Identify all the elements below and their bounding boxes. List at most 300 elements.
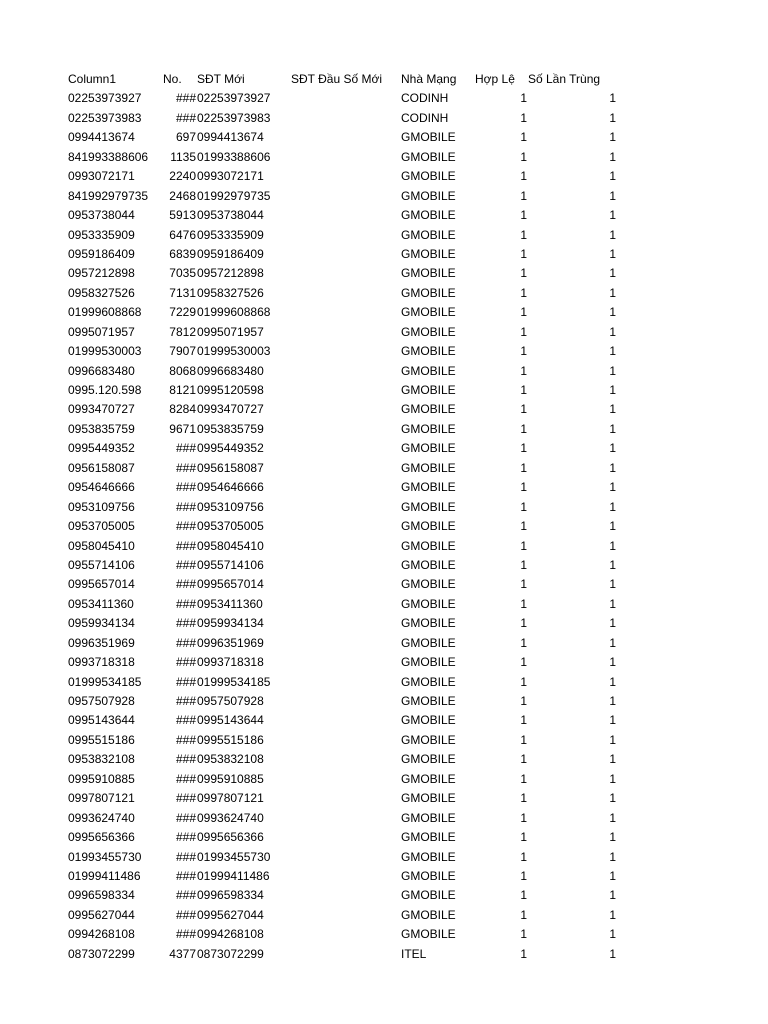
- cell-sdt-dau-so-moi[interactable]: [291, 750, 399, 769]
- cell-no[interactable]: ###: [175, 674, 196, 689]
- cell-nha-mang[interactable]: ITEL: [401, 946, 427, 961]
- cell-hop-le[interactable]: 1: [520, 480, 527, 495]
- cell-sdt-dau-so-moi[interactable]: [291, 595, 399, 614]
- cell-no[interactable]: ###: [175, 519, 196, 534]
- cell-sdt-moi[interactable]: 0993470727: [197, 402, 264, 417]
- cell-so-lan-trung[interactable]: 1: [609, 771, 616, 786]
- cell-sdt-dau-so-moi[interactable]: [291, 420, 399, 439]
- cell-hop-le[interactable]: 1: [520, 713, 527, 728]
- cell-nha-mang[interactable]: GMOBILE: [401, 732, 456, 747]
- cell-no[interactable]: 8121: [169, 383, 196, 397]
- cell-nha-mang[interactable]: GMOBILE: [401, 324, 456, 339]
- cell-so-lan-trung[interactable]: 1: [609, 810, 616, 825]
- cell-sdt-dau-so-moi[interactable]: [291, 128, 399, 147]
- cell-column1[interactable]: 0953738044: [68, 208, 135, 223]
- cell-column1[interactable]: 0959934134: [68, 616, 135, 631]
- cell-column1[interactable]: 841992979735: [68, 188, 149, 203]
- cell-column1[interactable]: 0953109756: [68, 499, 135, 514]
- cell-column1[interactable]: 0995657014: [68, 577, 135, 592]
- cell-sdt-moi[interactable]: 0953832108: [197, 752, 264, 767]
- cell-hop-le[interactable]: 1: [520, 868, 527, 883]
- cell-hop-le[interactable]: 1: [520, 655, 527, 670]
- cell-sdt-moi[interactable]: 0995143644: [197, 713, 264, 728]
- cell-hop-le[interactable]: 1: [520, 460, 527, 475]
- cell-sdt-moi[interactable]: 0953109756: [197, 499, 264, 514]
- cell-sdt-dau-so-moi[interactable]: [291, 478, 399, 497]
- cell-sdt-moi[interactable]: 02253973927: [197, 91, 271, 106]
- cell-nha-mang[interactable]: GMOBILE: [401, 402, 456, 417]
- cell-so-lan-trung[interactable]: 1: [609, 130, 616, 145]
- cell-sdt-moi[interactable]: 0873072299: [197, 946, 264, 961]
- header-hop-le[interactable]: Hợp Lệ: [475, 72, 515, 86]
- cell-sdt-moi[interactable]: 0955714106: [197, 557, 264, 572]
- cell-hop-le[interactable]: 1: [520, 188, 527, 203]
- cell-column1[interactable]: 01999534185: [68, 674, 142, 689]
- cell-column1[interactable]: 01993455730: [68, 849, 142, 864]
- cell-so-lan-trung[interactable]: 1: [609, 169, 616, 184]
- cell-so-lan-trung[interactable]: 1: [609, 927, 616, 942]
- cell-no[interactable]: 6839: [169, 246, 196, 261]
- cell-nha-mang[interactable]: GMOBILE: [401, 907, 456, 922]
- cell-no[interactable]: 7812: [169, 324, 196, 339]
- header-column1[interactable]: Column1: [68, 72, 117, 86]
- cell-so-lan-trung[interactable]: 1: [609, 227, 616, 242]
- cell-hop-le[interactable]: 1: [520, 91, 527, 106]
- cell-nha-mang[interactable]: GMOBILE: [401, 246, 456, 261]
- cell-no[interactable]: ###: [175, 907, 196, 922]
- cell-sdt-moi[interactable]: 0995657014: [197, 577, 264, 592]
- cell-hop-le[interactable]: 1: [520, 441, 527, 456]
- cell-sdt-moi[interactable]: 01999608868: [197, 305, 271, 320]
- cell-no[interactable]: ###: [175, 868, 196, 883]
- cell-hop-le[interactable]: 1: [520, 596, 527, 611]
- cell-so-lan-trung[interactable]: 1: [609, 285, 616, 300]
- cell-column1[interactable]: 0995515186: [68, 732, 135, 747]
- cell-nha-mang[interactable]: GMOBILE: [401, 557, 456, 572]
- cell-nha-mang[interactable]: GMOBILE: [401, 499, 456, 514]
- cell-so-lan-trung[interactable]: 1: [609, 499, 616, 514]
- cell-no[interactable]: ###: [175, 635, 196, 650]
- cell-no[interactable]: ###: [175, 810, 196, 825]
- cell-nha-mang[interactable]: GMOBILE: [401, 188, 456, 203]
- cell-nha-mang[interactable]: GMOBILE: [401, 752, 456, 767]
- cell-sdt-moi[interactable]: 01992979735: [197, 188, 271, 203]
- cell-sdt-moi[interactable]: 01999411486: [197, 868, 270, 883]
- cell-nha-mang[interactable]: GMOBILE: [401, 538, 456, 553]
- cell-column1[interactable]: 0956158087: [68, 460, 135, 475]
- cell-column1[interactable]: 0995.120.598: [68, 383, 142, 397]
- cell-hop-le[interactable]: 1: [520, 694, 527, 708]
- cell-so-lan-trung[interactable]: 1: [609, 266, 616, 281]
- cell-column1[interactable]: 0957507928: [68, 694, 135, 708]
- cell-sdt-moi[interactable]: 01999534185: [197, 674, 271, 689]
- cell-hop-le[interactable]: 1: [520, 227, 527, 242]
- cell-sdt-dau-so-moi[interactable]: [291, 614, 399, 633]
- cell-so-lan-trung[interactable]: 1: [609, 752, 616, 767]
- cell-sdt-dau-so-moi[interactable]: [291, 575, 399, 594]
- cell-no[interactable]: ###: [175, 694, 196, 708]
- cell-so-lan-trung[interactable]: 1: [609, 849, 616, 864]
- cell-hop-le[interactable]: 1: [520, 149, 527, 164]
- cell-sdt-moi[interactable]: 0954646666: [197, 480, 264, 495]
- cell-column1[interactable]: 841993388606: [68, 149, 149, 164]
- cell-hop-le[interactable]: 1: [520, 363, 527, 378]
- cell-hop-le[interactable]: 1: [520, 421, 527, 436]
- cell-nha-mang[interactable]: GMOBILE: [401, 519, 456, 534]
- cell-column1[interactable]: 0996351969: [68, 635, 135, 650]
- cell-no[interactable]: ###: [175, 460, 196, 475]
- cell-hop-le[interactable]: 1: [520, 305, 527, 320]
- cell-sdt-dau-so-moi[interactable]: [291, 264, 399, 283]
- cell-no[interactable]: ###: [175, 732, 196, 747]
- cell-no[interactable]: 9671: [169, 421, 196, 436]
- cell-column1[interactable]: 0957212898: [68, 266, 135, 281]
- cell-column1[interactable]: 0953832108: [68, 752, 135, 767]
- cell-nha-mang[interactable]: GMOBILE: [401, 577, 456, 592]
- cell-no[interactable]: ###: [175, 927, 196, 942]
- cell-sdt-dau-so-moi[interactable]: [291, 789, 399, 808]
- cell-so-lan-trung[interactable]: 1: [609, 460, 616, 475]
- cell-sdt-moi[interactable]: 0993718318: [197, 655, 264, 670]
- cell-hop-le[interactable]: 1: [520, 752, 527, 767]
- cell-sdt-dau-so-moi[interactable]: [291, 459, 399, 478]
- cell-nha-mang[interactable]: GMOBILE: [401, 849, 456, 864]
- cell-so-lan-trung[interactable]: 1: [609, 830, 616, 845]
- cell-sdt-moi[interactable]: 01999530003: [197, 344, 271, 359]
- cell-no[interactable]: 7035: [169, 266, 196, 281]
- cell-column1[interactable]: 02253973983: [68, 110, 142, 125]
- cell-column1[interactable]: 0953335909: [68, 227, 135, 242]
- cell-nha-mang[interactable]: GMOBILE: [401, 344, 456, 359]
- cell-column1[interactable]: 01999411486: [68, 868, 141, 883]
- cell-hop-le[interactable]: 1: [520, 771, 527, 786]
- cell-nha-mang[interactable]: GMOBILE: [401, 791, 456, 806]
- cell-sdt-moi[interactable]: 0994268108: [197, 927, 264, 942]
- cell-no[interactable]: ###: [175, 577, 196, 592]
- cell-hop-le[interactable]: 1: [520, 208, 527, 223]
- cell-no[interactable]: 4377: [169, 946, 196, 961]
- cell-column1[interactable]: 0873072299: [68, 946, 135, 961]
- cell-so-lan-trung[interactable]: 1: [609, 635, 616, 650]
- cell-column1[interactable]: 0996598334: [68, 888, 135, 903]
- cell-sdt-dau-so-moi[interactable]: [291, 711, 399, 730]
- cell-sdt-dau-so-moi[interactable]: [291, 653, 399, 672]
- cell-column1[interactable]: 0993718318: [68, 655, 135, 670]
- cell-so-lan-trung[interactable]: 1: [609, 888, 616, 903]
- cell-nha-mang[interactable]: GMOBILE: [401, 927, 456, 942]
- cell-nha-mang[interactable]: GMOBILE: [401, 421, 456, 436]
- cell-no[interactable]: 8284: [169, 402, 196, 417]
- cell-sdt-dau-so-moi[interactable]: [291, 731, 399, 750]
- cell-sdt-moi[interactable]: 0995120598: [197, 383, 264, 397]
- cell-no[interactable]: ###: [175, 888, 196, 903]
- cell-column1[interactable]: 0995071957: [68, 324, 135, 339]
- cell-sdt-moi[interactable]: 0993624740: [197, 810, 264, 825]
- cell-hop-le[interactable]: 1: [520, 830, 527, 845]
- cell-hop-le[interactable]: 1: [520, 130, 527, 145]
- cell-so-lan-trung[interactable]: 1: [609, 557, 616, 572]
- cell-column1[interactable]: 0997807121: [68, 791, 135, 806]
- cell-sdt-moi[interactable]: 0956158087: [197, 460, 264, 475]
- cell-sdt-dau-so-moi[interactable]: [291, 303, 399, 322]
- header-sdt-moi[interactable]: SĐT Mới: [197, 72, 245, 86]
- cell-sdt-moi[interactable]: 0996683480: [197, 363, 264, 378]
- cell-sdt-moi[interactable]: 0995515186: [197, 732, 264, 747]
- cell-hop-le[interactable]: 1: [520, 732, 527, 747]
- cell-column1[interactable]: 0959186409: [68, 246, 135, 261]
- cell-so-lan-trung[interactable]: 1: [609, 655, 616, 670]
- cell-no[interactable]: 2468: [169, 188, 196, 203]
- cell-so-lan-trung[interactable]: 1: [609, 91, 616, 106]
- cell-column1[interactable]: 0996683480: [68, 363, 135, 378]
- cell-no[interactable]: ###: [175, 655, 196, 670]
- cell-nha-mang[interactable]: GMOBILE: [401, 383, 456, 397]
- cell-column1[interactable]: 0994413674: [68, 130, 135, 145]
- cell-so-lan-trung[interactable]: 1: [609, 383, 616, 397]
- cell-column1[interactable]: 0954646666: [68, 480, 135, 495]
- cell-hop-le[interactable]: 1: [520, 344, 527, 359]
- cell-sdt-moi[interactable]: 0993072171: [197, 169, 264, 184]
- cell-column1[interactable]: 0993624740: [68, 810, 135, 825]
- cell-hop-le[interactable]: 1: [520, 577, 527, 592]
- cell-sdt-moi[interactable]: 0959186409: [197, 246, 264, 261]
- cell-so-lan-trung[interactable]: 1: [609, 480, 616, 495]
- cell-sdt-moi[interactable]: 01993455730: [197, 849, 271, 864]
- cell-no[interactable]: 7131: [169, 285, 196, 300]
- cell-hop-le[interactable]: 1: [520, 169, 527, 184]
- cell-nha-mang[interactable]: GMOBILE: [401, 713, 456, 728]
- cell-hop-le[interactable]: 1: [520, 383, 527, 397]
- cell-sdt-dau-so-moi[interactable]: [291, 109, 399, 128]
- cell-sdt-dau-so-moi[interactable]: [291, 809, 399, 828]
- cell-no[interactable]: ###: [175, 849, 196, 864]
- cell-column1[interactable]: 0958045410: [68, 538, 135, 553]
- cell-hop-le[interactable]: 1: [520, 810, 527, 825]
- cell-sdt-dau-so-moi[interactable]: [291, 439, 399, 458]
- cell-hop-le[interactable]: 1: [520, 324, 527, 339]
- cell-sdt-moi[interactable]: 0995071957: [197, 324, 264, 339]
- header-no[interactable]: No.: [163, 72, 182, 86]
- cell-no[interactable]: 7229: [169, 305, 196, 320]
- cell-nha-mang[interactable]: GMOBILE: [401, 480, 456, 495]
- cell-so-lan-trung[interactable]: 1: [609, 694, 616, 708]
- cell-so-lan-trung[interactable]: 1: [609, 538, 616, 553]
- cell-no[interactable]: ###: [175, 752, 196, 767]
- cell-hop-le[interactable]: 1: [520, 674, 527, 689]
- cell-hop-le[interactable]: 1: [520, 402, 527, 417]
- cell-nha-mang[interactable]: GMOBILE: [401, 674, 456, 689]
- cell-nha-mang[interactable]: GMOBILE: [401, 441, 456, 456]
- cell-sdt-dau-so-moi[interactable]: [291, 634, 399, 653]
- cell-sdt-dau-so-moi[interactable]: [291, 381, 399, 400]
- cell-nha-mang[interactable]: GMOBILE: [401, 130, 456, 145]
- cell-no[interactable]: ###: [175, 616, 196, 631]
- cell-sdt-dau-so-moi[interactable]: [291, 226, 399, 245]
- cell-column1[interactable]: 0958327526: [68, 285, 135, 300]
- cell-sdt-dau-so-moi[interactable]: [291, 537, 399, 556]
- cell-nha-mang[interactable]: GMOBILE: [401, 616, 456, 631]
- cell-sdt-dau-so-moi[interactable]: [291, 673, 399, 692]
- cell-sdt-moi[interactable]: 0994413674: [197, 130, 264, 145]
- cell-nha-mang[interactable]: GMOBILE: [401, 655, 456, 670]
- cell-hop-le[interactable]: 1: [520, 888, 527, 903]
- cell-hop-le[interactable]: 1: [520, 110, 527, 125]
- cell-sdt-moi[interactable]: 0957212898: [197, 266, 264, 281]
- cell-column1[interactable]: 0993470727: [68, 402, 135, 417]
- cell-column1[interactable]: 0953835759: [68, 421, 135, 436]
- cell-sdt-dau-so-moi[interactable]: [291, 556, 399, 575]
- cell-no[interactable]: ###: [175, 538, 196, 553]
- cell-no[interactable]: ###: [175, 713, 196, 728]
- cell-nha-mang[interactable]: GMOBILE: [401, 208, 456, 223]
- cell-hop-le[interactable]: 1: [520, 616, 527, 631]
- cell-sdt-moi[interactable]: 0953335909: [197, 227, 264, 242]
- cell-sdt-dau-so-moi[interactable]: [291, 148, 399, 167]
- cell-hop-le[interactable]: 1: [520, 499, 527, 514]
- cell-sdt-moi[interactable]: 0996351969: [197, 635, 264, 650]
- header-nha-mang[interactable]: Nhà Mạng: [401, 72, 457, 86]
- cell-no[interactable]: ###: [175, 499, 196, 514]
- cell-no[interactable]: ###: [175, 596, 196, 611]
- cell-so-lan-trung[interactable]: 1: [609, 324, 616, 339]
- cell-sdt-moi[interactable]: 0958045410: [197, 538, 264, 553]
- cell-so-lan-trung[interactable]: 1: [609, 946, 616, 961]
- cell-so-lan-trung[interactable]: 1: [609, 441, 616, 456]
- cell-no[interactable]: ###: [175, 791, 196, 806]
- cell-no[interactable]: ###: [175, 557, 196, 572]
- cell-hop-le[interactable]: 1: [520, 285, 527, 300]
- cell-sdt-dau-so-moi[interactable]: [291, 498, 399, 517]
- cell-so-lan-trung[interactable]: 1: [609, 907, 616, 922]
- cell-no[interactable]: ###: [175, 91, 196, 106]
- cell-sdt-moi[interactable]: 01993388606: [197, 149, 271, 164]
- cell-so-lan-trung[interactable]: 1: [609, 305, 616, 320]
- cell-sdt-moi[interactable]: 0958327526: [197, 285, 264, 300]
- cell-nha-mang[interactable]: GMOBILE: [401, 169, 456, 184]
- cell-so-lan-trung[interactable]: 1: [609, 791, 616, 806]
- cell-sdt-moi[interactable]: 0953705005: [197, 519, 264, 534]
- cell-hop-le[interactable]: 1: [520, 557, 527, 572]
- cell-so-lan-trung[interactable]: 1: [609, 188, 616, 203]
- cell-so-lan-trung[interactable]: 1: [609, 344, 616, 359]
- cell-sdt-moi[interactable]: 0953411360: [197, 596, 263, 611]
- cell-so-lan-trung[interactable]: 1: [609, 246, 616, 261]
- cell-nha-mang[interactable]: GMOBILE: [401, 305, 456, 320]
- cell-sdt-dau-so-moi[interactable]: [291, 886, 399, 905]
- cell-so-lan-trung[interactable]: 1: [609, 208, 616, 223]
- cell-no[interactable]: ###: [175, 110, 196, 125]
- cell-sdt-moi[interactable]: 0953738044: [197, 208, 264, 223]
- cell-no[interactable]: ###: [175, 480, 196, 495]
- cell-sdt-dau-so-moi[interactable]: [291, 867, 399, 886]
- cell-so-lan-trung[interactable]: 1: [609, 110, 616, 125]
- cell-sdt-moi[interactable]: 0995449352: [197, 441, 264, 456]
- cell-no[interactable]: ###: [175, 771, 196, 786]
- cell-sdt-moi[interactable]: 0995910885: [197, 771, 264, 786]
- cell-column1[interactable]: 0993072171: [68, 169, 135, 184]
- cell-so-lan-trung[interactable]: 1: [609, 402, 616, 417]
- cell-sdt-dau-so-moi[interactable]: [291, 517, 399, 536]
- cell-so-lan-trung[interactable]: 1: [609, 674, 616, 689]
- cell-column1[interactable]: 01999530003: [68, 344, 142, 359]
- cell-hop-le[interactable]: 1: [520, 266, 527, 281]
- cell-nha-mang[interactable]: GMOBILE: [401, 830, 456, 845]
- cell-nha-mang[interactable]: GMOBILE: [401, 149, 456, 164]
- cell-column1[interactable]: 0953705005: [68, 519, 135, 534]
- cell-sdt-moi[interactable]: 0995656366: [197, 830, 264, 845]
- cell-no[interactable]: 5913: [169, 208, 196, 223]
- cell-column1[interactable]: 0995656366: [68, 830, 135, 845]
- cell-so-lan-trung[interactable]: 1: [609, 616, 616, 631]
- cell-sdt-dau-so-moi[interactable]: [291, 323, 399, 342]
- cell-nha-mang[interactable]: GMOBILE: [401, 227, 456, 242]
- cell-sdt-dau-so-moi[interactable]: [291, 167, 399, 186]
- cell-nha-mang[interactable]: GMOBILE: [401, 771, 456, 786]
- cell-so-lan-trung[interactable]: 1: [609, 713, 616, 728]
- header-sdt-dau-so-moi[interactable]: SĐT Đầu Số Mới: [291, 72, 383, 86]
- cell-sdt-dau-so-moi[interactable]: [291, 206, 399, 225]
- cell-nha-mang[interactable]: GMOBILE: [401, 363, 456, 378]
- cell-nha-mang[interactable]: GMOBILE: [401, 266, 456, 281]
- cell-nha-mang[interactable]: GMOBILE: [401, 868, 456, 883]
- cell-column1[interactable]: 0995627044: [68, 907, 135, 922]
- cell-hop-le[interactable]: 1: [520, 538, 527, 553]
- cell-sdt-dau-so-moi[interactable]: [291, 925, 399, 944]
- cell-column1[interactable]: 0995910885: [68, 771, 135, 786]
- cell-no[interactable]: ###: [175, 441, 196, 456]
- cell-sdt-dau-so-moi[interactable]: [291, 828, 399, 847]
- cell-sdt-dau-so-moi[interactable]: [291, 945, 399, 964]
- cell-hop-le[interactable]: 1: [520, 946, 527, 961]
- cell-nha-mang[interactable]: CODINH: [401, 110, 449, 125]
- cell-nha-mang[interactable]: GMOBILE: [401, 460, 456, 475]
- cell-so-lan-trung[interactable]: 1: [609, 519, 616, 534]
- cell-nha-mang[interactable]: GMOBILE: [401, 635, 456, 650]
- cell-sdt-dau-so-moi[interactable]: [291, 362, 399, 381]
- cell-column1[interactable]: 0953411360: [68, 596, 134, 611]
- cell-sdt-dau-so-moi[interactable]: [291, 400, 399, 419]
- cell-sdt-dau-so-moi[interactable]: [291, 187, 399, 206]
- cell-nha-mang[interactable]: GMOBILE: [401, 694, 456, 708]
- cell-sdt-dau-so-moi[interactable]: [291, 906, 399, 925]
- cell-sdt-moi[interactable]: 0959934134: [197, 616, 264, 631]
- cell-so-lan-trung[interactable]: 1: [609, 363, 616, 378]
- cell-nha-mang[interactable]: GMOBILE: [401, 285, 456, 300]
- cell-column1[interactable]: 0995449352: [68, 441, 135, 456]
- cell-so-lan-trung[interactable]: 1: [609, 596, 616, 611]
- cell-no[interactable]: 697: [175, 130, 196, 145]
- cell-sdt-moi[interactable]: 0957507928: [197, 694, 264, 708]
- cell-hop-le[interactable]: 1: [520, 519, 527, 534]
- cell-so-lan-trung[interactable]: 1: [609, 149, 616, 164]
- cell-no[interactable]: 7907: [169, 344, 196, 359]
- cell-column1[interactable]: 0995143644: [68, 713, 135, 728]
- cell-no[interactable]: 2240: [169, 169, 196, 184]
- cell-column1[interactable]: 02253973927: [68, 91, 142, 106]
- cell-hop-le[interactable]: 1: [520, 791, 527, 806]
- cell-nha-mang[interactable]: GMOBILE: [401, 596, 456, 611]
- cell-sdt-moi[interactable]: 0995627044: [197, 907, 264, 922]
- cell-hop-le[interactable]: 1: [520, 849, 527, 864]
- cell-no[interactable]: 8068: [169, 363, 196, 378]
- cell-sdt-dau-so-moi[interactable]: [291, 284, 399, 303]
- cell-sdt-moi[interactable]: 0996598334: [197, 888, 264, 903]
- cell-sdt-moi[interactable]: 0997807121: [197, 791, 264, 806]
- cell-hop-le[interactable]: 1: [520, 927, 527, 942]
- cell-no[interactable]: 1135: [170, 149, 196, 164]
- cell-no[interactable]: 6476: [169, 227, 196, 242]
- cell-hop-le[interactable]: 1: [520, 907, 527, 922]
